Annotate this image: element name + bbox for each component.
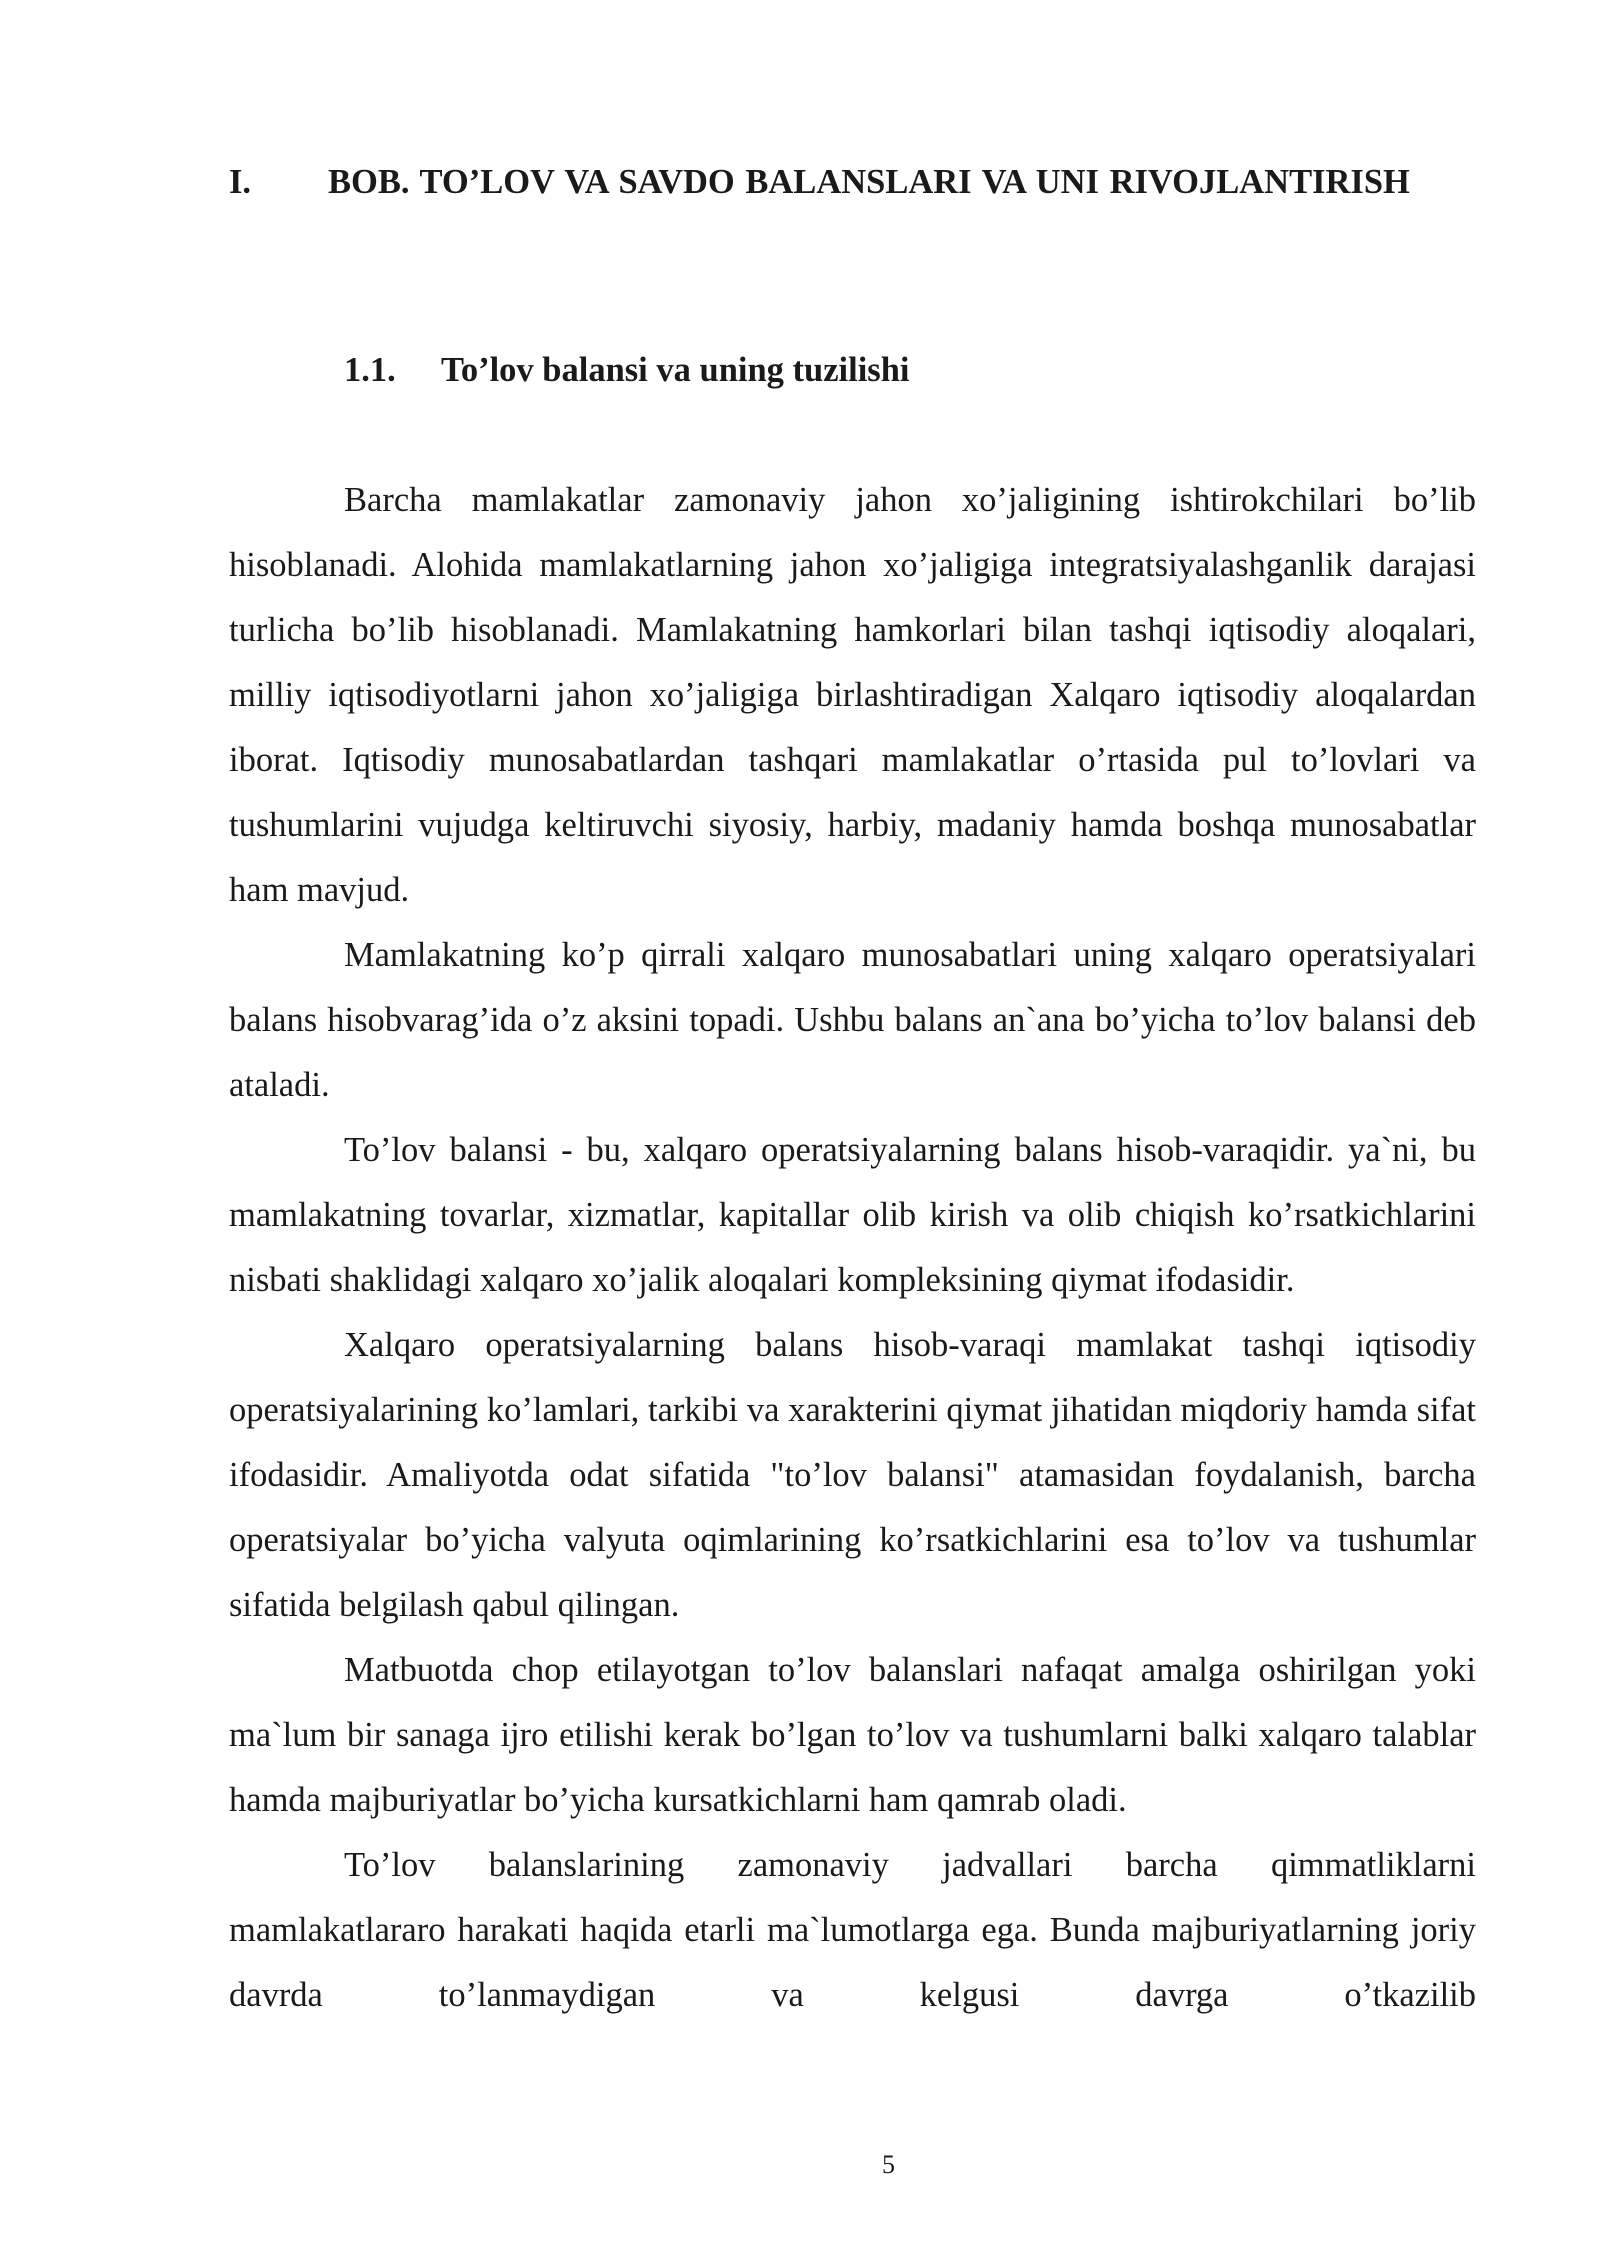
paragraph: Mamlakatning ko’p qirrali xalqaro munosabatlari uning xalqaro operatsiyalari balans hisobvarag’ida o’z aksini topadi. Ushbu balans an`ana bo’yicha to’lov balansi deb ataladi.: [229, 936, 1476, 1104]
section-number: 1.1.: [344, 351, 396, 389]
chapter-title: BOB. TO’LOV VA SAVDO BALANSLARI VA UNI RIVOJLANTIRISH: [328, 163, 1410, 201]
chapter-number: I.: [229, 163, 252, 201]
section-title: To’lov balansi va uning tuzilishi: [441, 351, 910, 389]
paragraph: Xalqaro operatsiyalarning balans hisob-varaqi mamlakat tashqi iqtisodiy operatsiyalarining ko’lamlari, tarkibi va xarakterini qiymat jihatidan miqdoriy hamda sifat ifodasidir. Amaliyotda odat sifatida "to’lov balansi" atamasidan foydalanish, barcha operatsiyalar bo’yicha valyuta oqimlarining ko’rsatkichlarini esa to’lov va tushumlar sifatida belgilash qabul qilingan.: [229, 1326, 1476, 1624]
page-number: 5: [882, 2150, 895, 2179]
paragraph: To’lov balansi - bu, xalqaro operatsiyalarning balans hisob-varaqidir. ya`ni, bu mamlakatning tovarlar, xizmatlar, kapitallar olib kirish va olib chiqish ko’rsatkichlarini nisbati shaklidagi xalqaro xo’jalik aloqalari kompleksining qiymat ifodasidir.: [229, 1131, 1476, 1299]
paragraph: Matbuotda chop etilayotgan to’lov balanslari nafaqat amalga oshirilgan yoki ma`lum bir sanaga ijro etilishi kerak bo’lgan to’lov va tushumlarni balki xalqaro talablar hamda majburiyatlar bo’yicha kursatkichlarni ham qamrab oladi.: [229, 1651, 1476, 1819]
paragraph: Barcha mamlakatlar zamonaviy jahon xo’jaligining ishtirokchilari bo’lib hisoblanadi. Alohida mamlakatlarning jahon xo’jaligiga integratsiyalashganlik darajasi turlicha bo’lib hisoblanadi. Mamlakatning hamkorlari bilan tashqi iqtisodiy aloqalari, milliy iqtisodiyotlarni jahon xo’jaligiga birlashtiradigan Xalqaro iqtisodiy aloqalardan iborat. Iqtisodiy munosabatlardan tashqari mamlakatlar o’rtasida pul to’lovlari va tushumlarini vujudga keltiruvchi siyosiy, harbiy, madaniy hamda boshqa munosabatlar ham mavjud.: [229, 481, 1476, 909]
body-text: [229, 468, 1476, 2028]
section-heading: [344, 340, 909, 400]
chapter-heading: [229, 150, 1484, 215]
paragraph: To’lov balanslarining zamonaviy jadvallari barcha qimmatliklarni mamlakatlararo harakati haqida etarli ma`lumotlarga ega. Bunda majburiyatlarning joriy davrda to’lanmaydigan va kelgusi davrga o’tkazilib: [229, 1846, 1476, 2014]
